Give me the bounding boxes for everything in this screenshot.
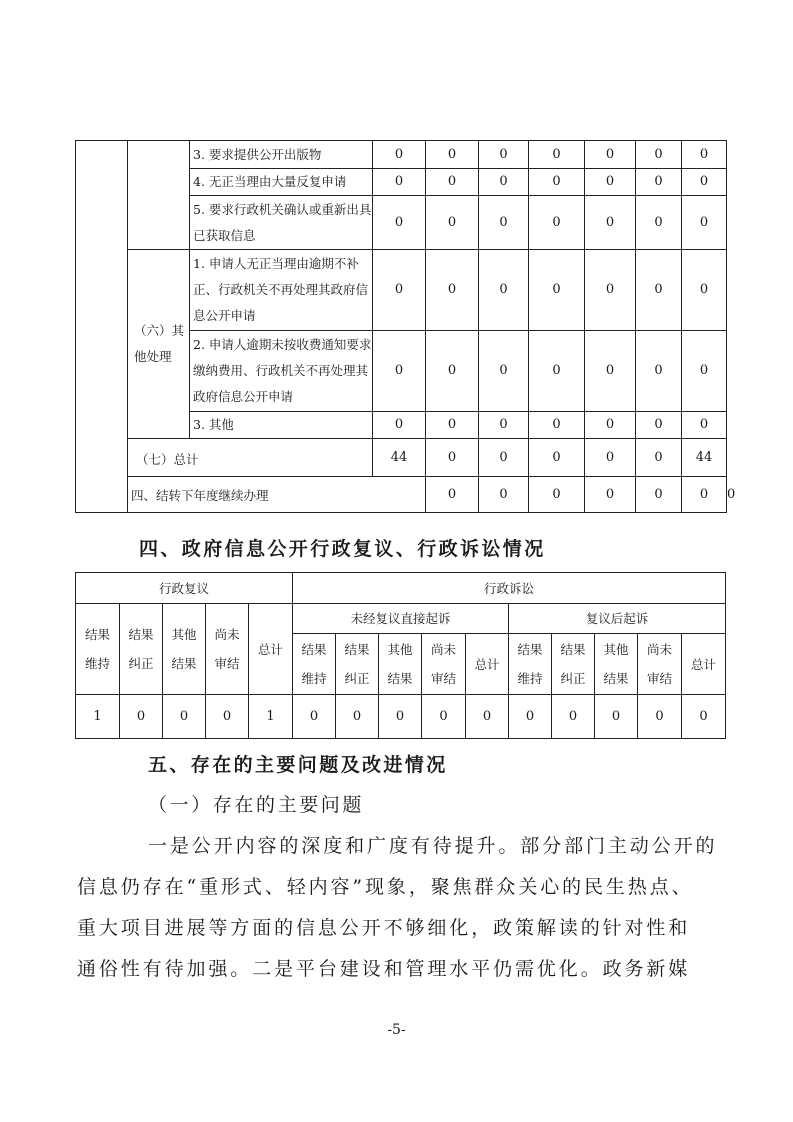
cell-value: 0 (373, 412, 426, 439)
cell-value: 0 (379, 695, 422, 739)
cell-value: 0 (682, 477, 727, 513)
table-row (76, 250, 727, 331)
header-after: 复议后起诉 (509, 604, 726, 634)
cell-value: 0 (552, 695, 595, 739)
col-header: 结果 纠正 (552, 634, 595, 695)
subsection-heading: （一）存在的主要问题 (148, 794, 365, 816)
col-header-total: 总计 (682, 634, 726, 695)
cell-value: 0 (682, 250, 727, 331)
row-label: 3. 其他 (190, 412, 373, 439)
cell-value: 0 (636, 250, 682, 331)
carry-label: 四、结转下年度继续办理 (128, 477, 426, 513)
cell-value: 0 (422, 695, 466, 739)
cell-value: 0 (585, 141, 636, 169)
cell-value: 0 (206, 695, 249, 739)
cell-value: 0 (682, 412, 727, 439)
cell-value: 0 (529, 196, 585, 250)
cell-value: 0 (426, 439, 479, 477)
header-litigation: 行政诉讼 (293, 573, 726, 604)
blank-cell (128, 141, 190, 250)
cell-value: 0 (479, 412, 529, 439)
review-litigation-table (75, 572, 726, 739)
col-header: 其他 结果 (595, 634, 638, 695)
cell-value: 0 (529, 412, 585, 439)
cell-value: 0 (585, 331, 636, 412)
cell-value: 0 (529, 439, 585, 477)
cell-value: 1 (249, 695, 293, 739)
col-header: 尚未 审结 (638, 634, 682, 695)
cell-value: 0 (636, 169, 682, 196)
col-header: 结果 维持 (293, 634, 336, 695)
data-row (76, 695, 726, 739)
cell-value: 0 (585, 196, 636, 250)
cell-value: 0 (293, 695, 336, 739)
paragraph-line: 重大项目进展等方面的信息公开不够细化，政策解读的针对性和 (77, 917, 691, 939)
cell-value: 0 (585, 439, 636, 477)
col-header: 结果 维持 (76, 604, 120, 695)
cell-value: 0 (682, 169, 727, 196)
cell-value: 0 (509, 695, 552, 739)
cell-value: 0 (682, 196, 727, 250)
cell-value: 0 (479, 196, 529, 250)
row-label: 2. 申请人逾期未按收费通知要求缴纳费用、行政机关不再处理其政府信息公开申请 (190, 331, 373, 412)
cell-value: 0 (636, 439, 682, 477)
cell-value: 0 (585, 169, 636, 196)
cell-value: 0 (373, 141, 426, 169)
carry-row: 四、结转下年度继续办理 0 0 0 0 0 0 0 (76, 477, 727, 513)
col-header: 尚未 审结 (206, 604, 249, 695)
cell-value: 0 (636, 331, 682, 412)
cell-value: 0 (373, 196, 426, 250)
cell-value: 0 (638, 695, 682, 739)
cell-value: 0 (426, 141, 479, 169)
blank-cell (76, 141, 128, 513)
row-label: 1. 申请人无正当理由逾期不补正、行政机关不再处理其政府信息公开申请 (190, 250, 373, 331)
cell-value: 0 (426, 477, 479, 513)
col-header-total: 总计 (249, 604, 293, 695)
cell-value: 0 (585, 477, 636, 513)
paragraph-line: 信息仍存在“重形式、轻内容”现象，聚焦群众关心的民生热点、 (77, 876, 694, 898)
col-header: 其他 结果 (379, 634, 422, 695)
cell-value: 0 (426, 331, 479, 412)
col-header: 结果 维持 (509, 634, 552, 695)
cell-value: 0 (336, 695, 379, 739)
cell-value: 0 (682, 331, 727, 412)
cell-value: 0 (373, 250, 426, 331)
cell-value: 0 (529, 331, 585, 412)
cell-value: 0 (479, 250, 529, 331)
cell-value: 0 (426, 412, 479, 439)
col-header: 结果 纠正 (120, 604, 163, 695)
section4-heading: 四、政府信息公开行政复议、行政诉讼情况 (139, 538, 546, 560)
section5-heading: 五、存在的主要问题及改进情况 (148, 754, 448, 776)
cell-value: 0 (636, 141, 682, 169)
cell-value: 0 (479, 331, 529, 412)
cell-value: 0 (426, 169, 479, 196)
paragraph-line: 一是公开内容的深度和广度有待提升。部分部门主动公开的 (148, 835, 718, 857)
col-header: 其他 结果 (163, 604, 206, 695)
cell-value: 44 (682, 439, 727, 477)
cell-value: 0 (120, 695, 163, 739)
cell-value: 0 (426, 196, 479, 250)
cell-value: 0 (529, 250, 585, 331)
cell-value: 0 (585, 250, 636, 331)
row-label: 3. 要求提供公开出版物 (190, 141, 373, 169)
row-label: 4. 无正当理由大量反复申请 (190, 169, 373, 196)
cell-value: 0 (529, 169, 585, 196)
cell-value: 0 (529, 141, 585, 169)
cell-value: 0 (466, 695, 509, 739)
cell-value: 1 (76, 695, 120, 739)
header-review: 行政复议 (76, 573, 293, 604)
cell-value: 0 (479, 169, 529, 196)
application-handling-table (75, 140, 736, 513)
group-label: （六）其他处理 (128, 250, 190, 439)
cell-value: 0 (373, 169, 426, 196)
cell-value: 0 (682, 695, 726, 739)
cell-value: 0 (636, 196, 682, 250)
cell-value: 0 (479, 439, 529, 477)
cell-value: 0 (595, 695, 638, 739)
cell-value: 44 (373, 439, 426, 477)
col-header: 尚未 审结 (422, 634, 466, 695)
page-number: -5- (387, 1022, 406, 1038)
total-label: （七）总计 (128, 439, 373, 477)
cell-value: 0 (426, 250, 479, 331)
cell-value: 0 (479, 141, 529, 169)
header-direct: 未经复议直接起诉 (293, 604, 509, 634)
cell-value: 0 (682, 141, 727, 169)
row-label: 5. 要求行政机关确认或重新出具已获取信息 (190, 196, 373, 250)
cell-value: 0 (479, 477, 529, 513)
cell-value: 0 (636, 477, 682, 513)
col-header: 结果 纠正 (336, 634, 379, 695)
cell-value: 0 (163, 695, 206, 739)
cell-value: 0 (529, 477, 585, 513)
cell-value: 0 (373, 331, 426, 412)
col-header-total: 总计 (466, 634, 509, 695)
table-row (76, 141, 727, 169)
total-row (76, 439, 727, 477)
cell-value: 0 (585, 412, 636, 439)
cell-value: 0 (636, 412, 682, 439)
paragraph-line: 通俗性有待加强。二是平台建设和管理水平仍需优化。政务新媒 (77, 958, 691, 980)
